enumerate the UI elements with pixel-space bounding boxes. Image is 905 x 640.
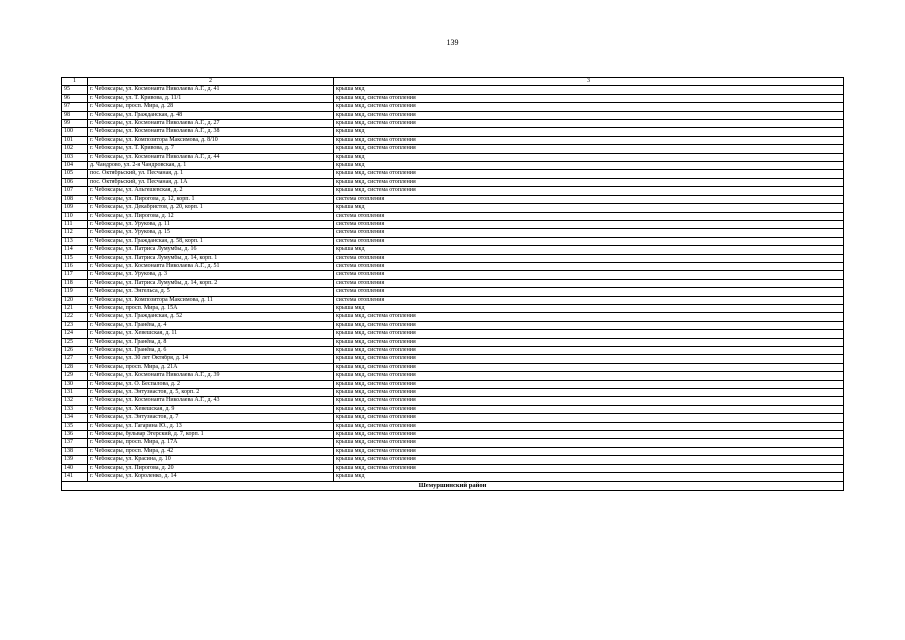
work-type-cell: крыша мкд [334,473,844,481]
row-number: 125 [62,338,88,346]
row-number: 108 [62,195,88,203]
table-row [62,204,844,212]
table-row [62,237,844,245]
work-type-cell: крыша мкд, система отопления [334,338,844,346]
table-row [62,128,844,136]
row-number: 120 [62,296,88,304]
table-row [62,120,844,128]
work-type-cell: система отопления [334,271,844,279]
address-cell: г. Чебоксары, ул. Космонавта Николаева А.Г., д. 43 [88,397,334,405]
row-number: 129 [62,372,88,380]
work-type-cell: крыша мкд, система отопления [334,187,844,195]
work-type-cell: крыша мкд, система отопления [334,389,844,397]
address-cell: г. Чебоксары, ул. Космонавта Николаева А.Г., д. 41 [88,86,334,94]
work-type-cell: крыша мкд, система отопления [334,145,844,153]
address-cell: г. Чебоксары, ул. Пирогова, д. 20 [88,464,334,472]
address-cell: г. Чебоксары, ул. Энтузиастов, д. 5, корп. 2 [88,389,334,397]
row-number: 95 [62,86,88,94]
header-col-3: 3 [334,78,844,86]
table-row [62,389,844,397]
address-cell: г. Чебоксары, ул. Декабристов, д. 20, корп. 1 [88,204,334,212]
row-number: 121 [62,304,88,312]
work-type-cell: система отопления [334,195,844,203]
row-number: 127 [62,355,88,363]
work-type-cell: система отопления [334,229,844,237]
table-row [62,94,844,102]
row-number: 104 [62,162,88,170]
table-row [62,447,844,455]
row-number: 113 [62,237,88,245]
table-row [62,422,844,430]
work-type-cell: крыша мкд, система отопления [334,111,844,119]
row-number: 128 [62,363,88,371]
address-cell: г. Чебоксары, ул. Патриса Лумумбы, д. 14, корп. 1 [88,254,334,262]
table-row [62,473,844,481]
address-cell: г. Чебоксары, ул. Космонавта Николаева А.Г., д. 38 [88,128,334,136]
header-col-1: 1 [62,78,88,86]
table-row [62,380,844,388]
row-number: 133 [62,405,88,413]
work-type-cell: крыша мкд, система отопления [334,330,844,338]
table-row [62,254,844,262]
work-type-cell: крыша мкд, система отопления [334,372,844,380]
table-row [62,195,844,203]
page-number: 139 [446,38,459,47]
row-number: 132 [62,397,88,405]
table-row [62,338,844,346]
address-cell: г. Чебоксары, ул. Урукова, д. 15 [88,229,334,237]
work-type-cell: крыша мкд, система отопления [334,447,844,455]
address-cell: пос. Октябрьский, ул. Песчаная, д. 1А [88,178,334,186]
address-cell: г. Чебоксары, просп. Мира, д. 17А [88,439,334,447]
address-cell: г. Чебоксары, ул. Гагарина Ю., д. 13 [88,422,334,430]
work-type-cell: система отопления [334,296,844,304]
address-cell: пос. Октябрьский, ул. Песчаная, д. 1 [88,170,334,178]
address-cell: г. Чебоксары, бульвар Эгерский, д. 7, корп. 1 [88,431,334,439]
address-cell: г. Чебоксары, ул. Гранёва, д. 6 [88,347,334,355]
table-row [62,136,844,144]
address-cell: г. Чебоксары, ул. Короленко, д. 14 [88,473,334,481]
work-type-cell: крыша мкд [334,153,844,161]
table-row [62,296,844,304]
work-type-cell: система отопления [334,220,844,228]
address-cell: г. Чебоксары, ул. Композитора Максимова, д. 8/10 [88,136,334,144]
work-type-cell: крыша мкд, система отопления [334,422,844,430]
work-type-cell: система отопления [334,262,844,270]
address-cell: г. Чебоксары, ул. Космонавта Николаева А.Г., д. 44 [88,153,334,161]
buildings-table [61,77,844,491]
row-number: 96 [62,94,88,102]
section-title: Шемуршинский район [62,481,844,490]
address-cell: г. Чебоксары, ул. Гражданская, д. 58, корп. 1 [88,237,334,245]
table-row [62,355,844,363]
address-cell: г. Чебоксары, ул. Т. Кривова, д. 11/1 [88,94,334,102]
table-header-row [62,78,844,86]
address-cell: г. Чебоксары, просп. Мира, д. 28 [88,103,334,111]
table-row [62,321,844,329]
work-type-cell: крыша мкд, система отопления [334,397,844,405]
row-number: 139 [62,456,88,464]
row-number: 112 [62,229,88,237]
address-cell: г. Чебоксары, ул. Патриса Лумумбы, д. 16 [88,246,334,254]
table-row [62,212,844,220]
work-type-cell: крыша мкд [334,162,844,170]
address-cell: г. Чебоксары, ул. Хевешская, д. 9 [88,405,334,413]
row-number: 141 [62,473,88,481]
row-number: 107 [62,187,88,195]
address-cell: г. Чебоксары, ул. Красина, д. 10 [88,456,334,464]
work-type-cell: крыша мкд, система отопления [334,178,844,186]
address-cell: г. Чебоксары, ул. Гражданская, д. 52 [88,313,334,321]
work-type-cell: система отопления [334,212,844,220]
row-number: 135 [62,422,88,430]
table-row [62,229,844,237]
table-row [62,220,844,228]
work-type-cell: крыша мкд, система отопления [334,355,844,363]
row-number: 134 [62,414,88,422]
table-row [62,178,844,186]
work-type-cell: крыша мкд, система отопления [334,439,844,447]
table-row [62,405,844,413]
table-row [62,313,844,321]
row-number: 123 [62,321,88,329]
address-cell: г. Чебоксары, ул. Композитора Максимова, д. 11 [88,296,334,304]
work-type-cell: крыша мкд, система отопления [334,136,844,144]
work-type-cell: крыша мкд, система отопления [334,405,844,413]
table-row [62,330,844,338]
table-row [62,111,844,119]
address-cell: г. Чебоксары, ул. Альгешевская, д. 2 [88,187,334,195]
row-number: 136 [62,431,88,439]
table-row [62,304,844,312]
work-type-cell: система отопления [334,237,844,245]
work-type-cell: крыша мкд, система отопления [334,414,844,422]
work-type-cell: крыша мкд [334,128,844,136]
address-cell: г. Чебоксары, просп. Мира, д. 15А [88,304,334,312]
row-number: 100 [62,128,88,136]
row-number: 126 [62,347,88,355]
row-number: 117 [62,271,88,279]
row-number: 114 [62,246,88,254]
table-row [62,347,844,355]
row-number: 106 [62,178,88,186]
table-row [62,439,844,447]
table-row [62,86,844,94]
row-number: 97 [62,103,88,111]
work-type-cell: крыша мкд [334,86,844,94]
row-number: 105 [62,170,88,178]
work-type-cell: крыша мкд, система отопления [334,431,844,439]
row-number: 102 [62,145,88,153]
table-row [62,145,844,153]
row-number: 131 [62,389,88,397]
table-row [62,271,844,279]
address-cell: г. Чебоксары, ул. Гражданская, д. 48 [88,111,334,119]
address-cell: г. Чебоксары, ул. Т. Кривова, д. 7 [88,145,334,153]
table-row [62,414,844,422]
row-number: 138 [62,447,88,455]
row-number: 103 [62,153,88,161]
address-cell: г. Чебоксары, ул. Патриса Лумумбы, д. 14, корп. 2 [88,279,334,287]
row-number: 116 [62,262,88,270]
work-type-cell: система отопления [334,254,844,262]
table-row [62,162,844,170]
work-type-cell: крыша мкд, система отопления [334,363,844,371]
address-cell: г. Чебоксары, ул. Космонавта Николаева А.Г., д. 39 [88,372,334,380]
work-type-cell: крыша мкд, система отопления [334,313,844,321]
table-row [62,464,844,472]
work-type-cell: крыша мкд, система отопления [334,321,844,329]
address-cell: г. Чебоксары, ул. О. Беспалова, д. 2 [88,380,334,388]
address-cell: г. Чебоксары, ул. Гранёва, д. 8 [88,338,334,346]
table-row [62,187,844,195]
address-cell: д. Чандрово, ул. 2-я Чандровская, д. 1 [88,162,334,170]
table-row [62,170,844,178]
row-number: 137 [62,439,88,447]
table-row [62,456,844,464]
work-type-cell: крыша мкд, система отопления [334,103,844,111]
work-type-cell: крыша мкд [334,246,844,254]
work-type-cell: крыша мкд, система отопления [334,380,844,388]
table-row [62,363,844,371]
row-number: 140 [62,464,88,472]
table-row [62,372,844,380]
work-type-cell: крыша мкд, система отопления [334,464,844,472]
work-type-cell: крыша мкд, система отопления [334,170,844,178]
table-row [62,288,844,296]
table-row [62,246,844,254]
address-cell: г. Чебоксары, ул. Космонавта Николаева А.Г., д. 27 [88,120,334,128]
row-number: 122 [62,313,88,321]
address-cell: г. Чебоксары, ул. Пирогова, д. 12 [88,212,334,220]
address-cell: г. Чебоксары, ул. Гранёва, д. 4 [88,321,334,329]
row-number: 115 [62,254,88,262]
header-col-2: 2 [88,78,334,86]
row-number: 99 [62,120,88,128]
section-row [62,481,844,490]
table-body [62,86,844,490]
row-number: 101 [62,136,88,144]
work-type-cell: крыша мкд, система отопления [334,94,844,102]
work-type-cell: крыша мкд, система отопления [334,347,844,355]
address-cell: г. Чебоксары, ул. Энтузиастов, д. 7 [88,414,334,422]
table-row [62,279,844,287]
table-row [62,153,844,161]
table-row [62,431,844,439]
row-number: 109 [62,204,88,212]
row-number: 110 [62,212,88,220]
address-cell: г. Чебоксары, ул. Космонавта Николаева А.Г., д. 51 [88,262,334,270]
row-number: 118 [62,279,88,287]
row-number: 111 [62,220,88,228]
address-cell: г. Чебоксары, ул. 30 лет Октября, д. 14 [88,355,334,363]
table-row [62,103,844,111]
address-cell: г. Чебоксары, ул. Урукова, д. 3 [88,271,334,279]
work-type-cell: крыша мкд, система отопления [334,456,844,464]
work-type-cell: система отопления [334,288,844,296]
row-number: 98 [62,111,88,119]
row-number: 119 [62,288,88,296]
row-number: 124 [62,330,88,338]
work-type-cell: крыша мкд [334,304,844,312]
address-cell: г. Чебоксары, ул. Пирогова, д. 12, корп. 1 [88,195,334,203]
row-number: 130 [62,380,88,388]
table-row [62,397,844,405]
work-type-cell: крыша мкд [334,204,844,212]
address-cell: г. Чебоксары, просп. Мира, д. 21А [88,363,334,371]
address-cell: г. Чебоксары, просп. Мира, д. 42 [88,447,334,455]
address-cell: г. Чебоксары, ул. Урукова, д. 11 [88,220,334,228]
address-cell: г. Чебоксары, ул. Хевешская, д. 11 [88,330,334,338]
table-row [62,262,844,270]
address-cell: г. Чебоксары, ул. Энгельса, д. 5 [88,288,334,296]
work-type-cell: система отопления [334,279,844,287]
work-type-cell: крыша мкд, система отопления [334,120,844,128]
